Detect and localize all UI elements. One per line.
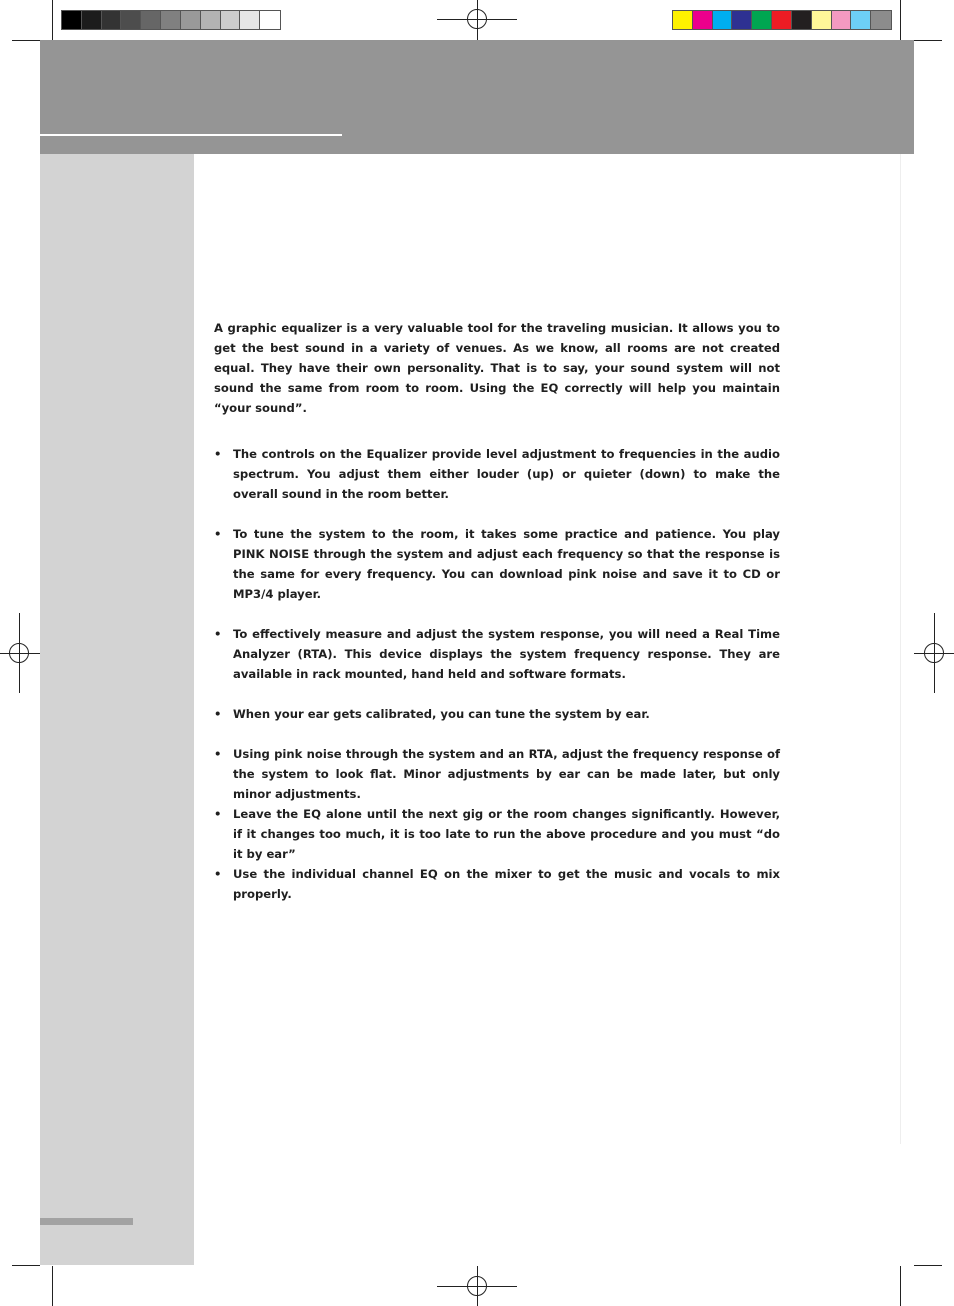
crop-mark <box>12 1265 40 1266</box>
gray-swatch <box>121 11 141 29</box>
bullet-symbol: • <box>214 747 222 761</box>
header-band <box>40 40 914 154</box>
page-edge-line <box>900 154 901 1144</box>
body-text <box>214 318 780 904</box>
list-item-text: Leave the EQ alone until the next gig or the room changes significantly. However, if it changes too much, it is too late to run the above procedure and you must “do it by ear” <box>233 807 780 861</box>
registration-circle <box>924 643 944 663</box>
crop-mark <box>914 40 942 41</box>
list-item <box>214 624 780 684</box>
gray-swatch <box>221 11 241 29</box>
list-item-text: When your ear gets calibrated, you can tune the system by ear. <box>233 707 650 721</box>
list-item-text: Use the individual channel EQ on the mixer to get the music and vocals to mix properly. <box>233 867 780 901</box>
gray-swatch <box>102 11 122 29</box>
header-rule <box>40 134 342 136</box>
list-item <box>214 704 780 724</box>
crop-mark <box>914 1265 942 1266</box>
color-swatch <box>871 11 891 29</box>
bullet-symbol: • <box>214 447 222 461</box>
gray-swatch <box>260 11 280 29</box>
crop-mark <box>52 0 53 40</box>
sidebar-column <box>40 154 194 1265</box>
color-swatch <box>832 11 852 29</box>
list-item-text: To effectively measure and adjust the system response, you will need a Real Time Analyzer (RTA). This device displays the system frequency response. They are available in rack mounted, hand held and software formats. <box>233 627 780 681</box>
color-calibration-bar <box>672 10 892 30</box>
color-swatch <box>772 11 792 29</box>
list-item <box>214 804 780 864</box>
list-item <box>214 744 780 804</box>
bullet-symbol: • <box>214 867 222 881</box>
bullet-symbol: • <box>214 707 222 721</box>
list-item-text: Using pink noise through the system and an RTA, adjust the frequency response of the system to look flat. Minor adjustments by ear can be made later, but only minor adjustments. <box>233 747 780 801</box>
gray-swatch <box>201 11 221 29</box>
bullet-symbol: • <box>214 807 222 821</box>
gray-swatch <box>141 11 161 29</box>
list-item-text: To tune the system to the room, it takes some practice and patience. You play PINK NOISE through the system and adjust each frequency so that the response is the same for every frequency. You can download pink noise and save it to CD or MP3/4 player. <box>233 527 780 601</box>
registration-circle <box>467 9 487 29</box>
gray-swatch <box>62 11 82 29</box>
tips-list <box>214 444 780 904</box>
list-item <box>214 524 780 604</box>
gray-swatch <box>181 11 201 29</box>
list-item <box>214 864 780 904</box>
color-swatch <box>792 11 812 29</box>
list-item-text: The controls on the Equalizer provide level adjustment to frequencies in the audio spectrum. You adjust them either louder (up) or quieter (down) to make the overall sound in the room better. <box>233 447 780 501</box>
bullet-symbol: • <box>214 627 222 641</box>
gray-swatch <box>240 11 260 29</box>
footer-bar <box>40 1218 133 1225</box>
color-swatch <box>713 11 733 29</box>
color-swatch <box>812 11 832 29</box>
gray-swatch <box>161 11 181 29</box>
crop-mark <box>900 0 901 40</box>
crop-mark <box>12 40 40 41</box>
list-item <box>214 444 780 504</box>
color-swatch <box>673 11 693 29</box>
color-swatch <box>732 11 752 29</box>
registration-circle <box>467 1276 487 1296</box>
bullet-symbol: • <box>214 527 222 541</box>
intro-paragraph: A graphic equalizer is a very valuable tool for the traveling musician. It allows you to get the best sound in a variety of venues. As we know, all rooms are not created equal. They have their own personality. That is to say, your sound system will not sound the same from room to room. Using the EQ correctly will help you maintain “your sound”. <box>214 321 780 415</box>
gray-swatch <box>82 11 102 29</box>
color-swatch <box>752 11 772 29</box>
gray-calibration-bar <box>61 10 281 30</box>
color-swatch <box>851 11 871 29</box>
color-swatch <box>693 11 713 29</box>
registration-circle <box>9 643 29 663</box>
crop-mark <box>900 1266 901 1306</box>
crop-mark <box>52 1266 53 1306</box>
